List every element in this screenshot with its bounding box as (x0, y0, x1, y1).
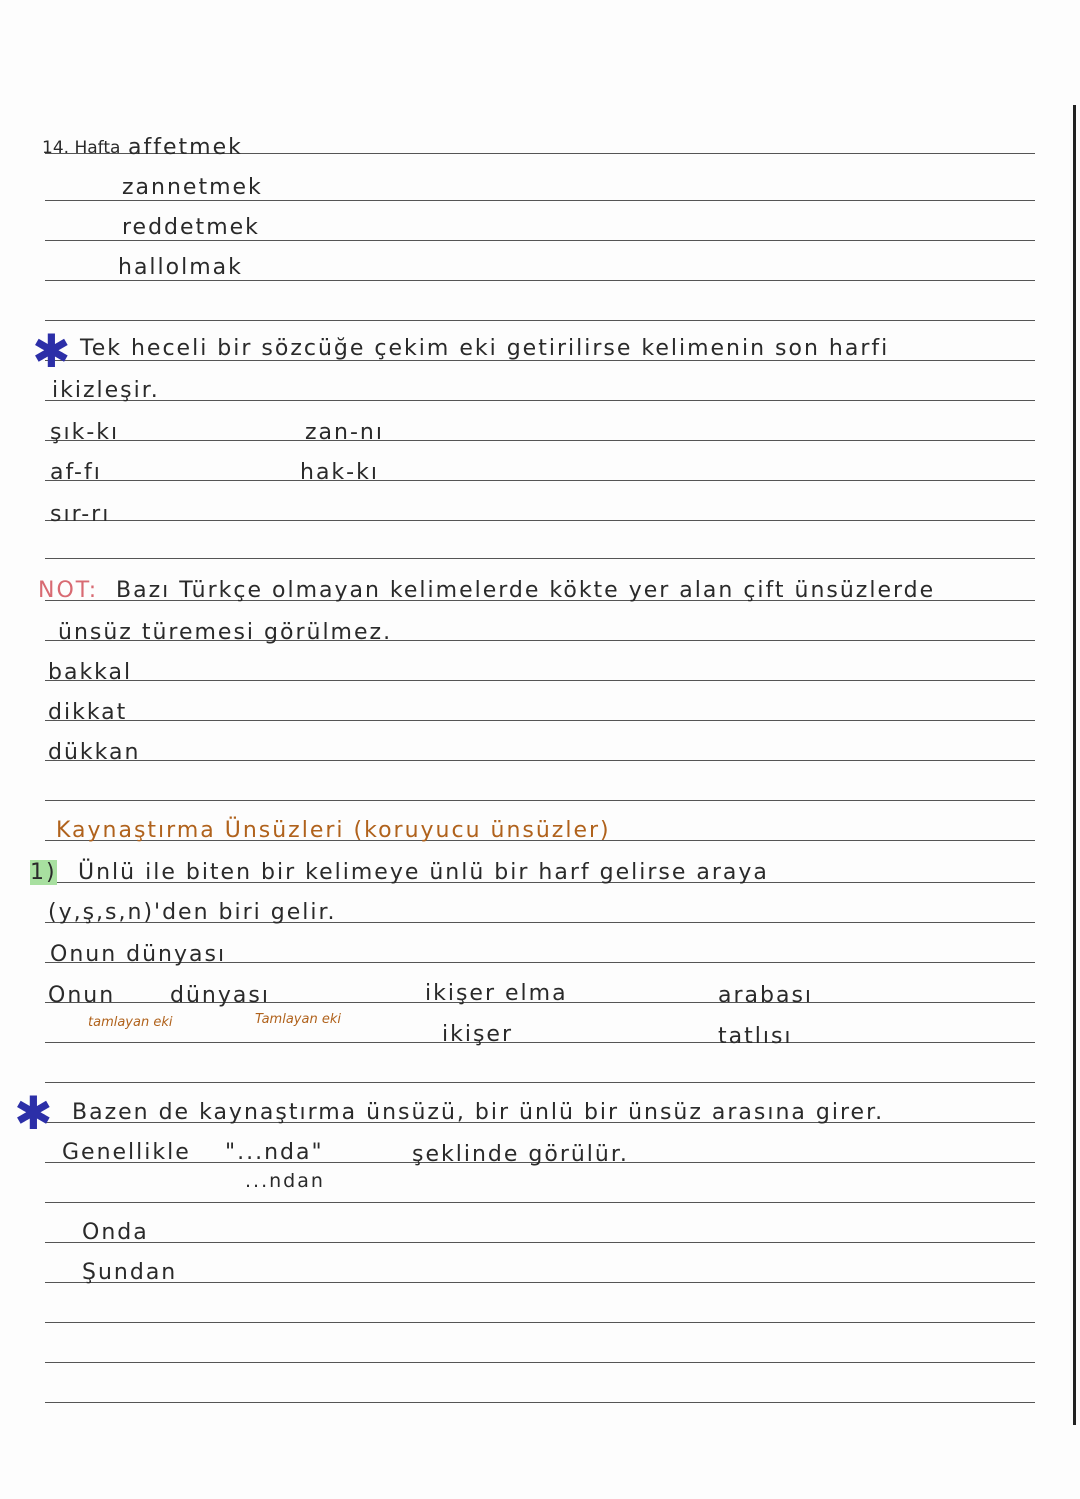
example: arabası (718, 983, 814, 1008)
example: tatlısı (718, 1024, 793, 1049)
example-heading: Onun dünyası (50, 942, 227, 967)
week-label: 14. Hafta (42, 138, 121, 158)
example: hak-kı (300, 460, 379, 485)
note-example: dikkat (48, 700, 128, 725)
note-example: bakkal (48, 660, 133, 685)
rule2-line1: Bazen de kaynaştırma ünsüzü, bir ünlü bir ünsüz arasına girer. (72, 1100, 885, 1125)
example: zan-nı (305, 420, 384, 445)
star-icon: ✱ (32, 324, 71, 378)
week-word: affetmek (128, 135, 243, 160)
example: ikişer elma (425, 981, 568, 1006)
rule1-line2: ikizleşir. (52, 378, 160, 403)
example: şık-kı (50, 420, 120, 445)
rule2-line2b: "...nda" (225, 1140, 324, 1165)
example: sır-rı (50, 502, 111, 527)
rule1-line1: Tek heceli bir sözcüğe çekim eki getirilirse kelimenin son harfi (80, 336, 890, 361)
annotation: tamlayan eki (88, 1015, 173, 1030)
note-label: NOT: (38, 578, 99, 603)
annotation: Tamlayan eki (255, 1012, 341, 1027)
rule2-line2a: Genellikle (62, 1140, 191, 1165)
example: dünyası (170, 983, 270, 1008)
example: Onun (48, 983, 116, 1008)
item-number: 1) (30, 860, 57, 885)
week-word: hallolmak (118, 255, 243, 280)
rule-line2: (y,ş,s,n)'den biri gelir. (48, 900, 337, 925)
example: ikişer (442, 1022, 514, 1047)
example: af-fı (50, 460, 102, 485)
section-title: Kaynaştırma Ünsüzleri (koruyucu ünsüzler) (56, 818, 611, 843)
note-line1: Bazı Türkçe olmayan kelimelerde kökte yer alan çift ünsüzlerde (116, 578, 936, 603)
week-word: reddetmek (122, 215, 260, 240)
star-icon: ✱ (14, 1086, 53, 1140)
rule2-line3: ...ndan (245, 1170, 325, 1192)
note-example: dükkan (48, 740, 141, 765)
example: Onda (82, 1220, 149, 1245)
week-word: zannetmek (122, 175, 263, 200)
rule-line1: Ünlü ile biten bir kelimeye ünlü bir harf gelirse araya (78, 860, 769, 885)
note-line2: ünsüz türemesi görülmez. (58, 620, 393, 645)
example: Şundan (82, 1260, 178, 1285)
rule2-line2c: şeklinde görülür. (412, 1142, 629, 1167)
page-edge (1073, 105, 1076, 1425)
